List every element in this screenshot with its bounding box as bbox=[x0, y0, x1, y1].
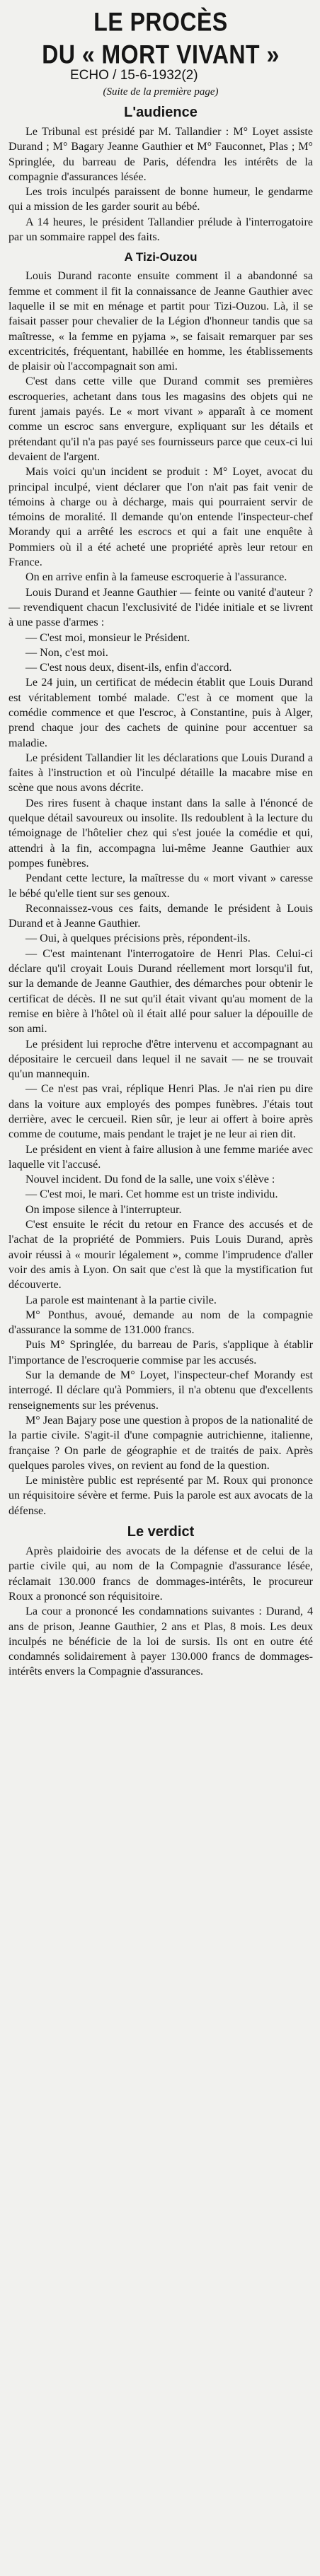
section-heading: A Tizi-Ouzou bbox=[124, 250, 198, 264]
article-paragraph: A 14 heures, le président Tallandier prélude à l'interrogatoire par un sommaire rappel des faits. bbox=[8, 216, 313, 244]
article-paragraph: Le Tribunal est présidé par M. Tallandier : M° Loyet assiste Durand ; M° Bagary Jeanne Gauthier et M° Fauconnet, Plas ; M° Springlée, du barreau de Paris, défendra les intérêts de la compagnie d'assurances lésée. bbox=[8, 126, 313, 183]
article-paragraph: Le président en vient à faire allusion à une femme mariée avec laquelle vit l'accusé. bbox=[8, 1143, 313, 1171]
section-heading: L'audience bbox=[124, 105, 198, 120]
article-paragraph: Mais voici qu'un incident se produit : M° Loyet, avocat du principal inculpé, vient déclarer que l'on n'ait pas fait venir de témoins à charge ou à décharge, mais qui pourraient servir de témoins de moralité. Il demande qu'on entende l'inspecteur-chef Morandy qui a arrêté les escrocs et qui a fait une enquête à Pommiers où il a été acheté une propriété après leur retour en France. bbox=[8, 466, 313, 569]
headline-line-1: LE PROCÈS bbox=[93, 7, 228, 37]
article-paragraph: M° Ponthus, avoué, demande au nom de la compagnie d'assurance la somme de 131.000 francs. bbox=[8, 1309, 313, 1337]
article-paragraph: — C'est maintenant l'interrogatoire de Henri Plas. Celui-ci déclare qu'il croyait Louis Durand réellement mort lorsqu'il fut, sur la demande de Jeanne Gauthier, des démarches pour obtenir le certificat de décès. Il ne sut qu'il était vivant qu'au moment de la remise en bière à l'hôtel où il était allé pour saluer la dépouille de son ami. bbox=[8, 947, 313, 1036]
headline-line-2: DU « MORT VIVANT » bbox=[42, 40, 280, 69]
section-heading: Le verdict bbox=[127, 1524, 195, 1540]
article-paragraph: Le 24 juin, un certificat de médecin établit que Louis Durand est véritablement tombé malade. C'est à ce moment que la comédie commence et que l'escroc, à Constantine, puis à Alger, prend chaque jour des cachets de quinine pour accentuer sa maladie. bbox=[8, 677, 313, 749]
article-paragraph: Le président Tallandier lit les déclarations que Louis Durand a faites à l'instruction et où l'inculpé détaille la macabre mise en scène que nous avons décrite. bbox=[8, 751, 313, 795]
article-paragraph: Nouvel incident. Du fond de la salle, une voix s'élève : bbox=[25, 1173, 275, 1186]
article-paragraph: C'est ensuite le récit du retour en France des accusés et de l'achat de la propriété de Pommiers. Puis Louis Durand, après avoir réussi à « mourir légalement », comme l'imprudence d'aller voir des amis à Lyon. On sait que c'est là que la mystification fut découverte. bbox=[8, 1219, 313, 1292]
article-body bbox=[8, 103, 313, 1680]
article-paragraph: M° Jean Bajary pose une question à propos de la nationalité de la partie civile. S'agit-il d'une compagnie autrichienne, italienne, française ? On parle de géographie et de traités de paix. Après quelques paroles vives, on revient au fond de la question. bbox=[8, 1414, 313, 1472]
article-paragraph: La cour a prononcé les condamnations suivantes : Durand, 4 ans de prison, Jeanne Gauthier, 2 ans et Plas, 8 mois. Les deux inculpés ne bénéficie de la loi de sursis. Ils ont en outre été condamnés solidairement à payer 130.000 francs de dommages-intérêts envers la Compagnie d'assurances. bbox=[8, 1605, 313, 1678]
article-paragraph: Sur la demande de M° Loyet, l'inspecteur-chef Morandy est interrogé. Il déclare qu'à Pommiers, il n'a obtenu que d'excellents renseignements sur les prévenus. bbox=[8, 1369, 313, 1412]
article-paragraph: — Non, c'est moi. bbox=[25, 646, 108, 659]
article-paragraph: Les trois inculpés paraissent de bonne humeur, le gendarme qui a mission de les garder sourit au bébé. bbox=[8, 186, 313, 213]
headline bbox=[8, 6, 313, 71]
article-paragraph: Puis M° Springlée, du barreau de Paris, s'applique à établir l'importance de l'escroquerie commise par les accusés. bbox=[8, 1339, 313, 1366]
article-paragraph: Reconnaissez-vous ces faits, demande le président à Louis Durand et à Jeanne Gauthier. bbox=[8, 902, 313, 930]
article-paragraph: Des rires fusent à chaque instant dans la salle à l'énoncé de quelque détail savoureux ou insolite. Ils redoublent à la lecture du témoignage de l'hôtelier chez qui s'est jouée la comédie et qui, attendri à la fin, accompagna lui-même Jeanne Gauthier aux pompes funèbres. bbox=[8, 797, 313, 870]
article-paragraph: — C'est moi, monsieur le Président. bbox=[25, 631, 190, 644]
article-paragraph: On impose silence à l'interrupteur. bbox=[25, 1203, 182, 1216]
article-paragraph: Le président lui reproche d'être intervenu et accompagnant au dépositaire le cercueil dans lequel il ne savait — ne se trouvait qu'un mannequin. bbox=[8, 1038, 313, 1081]
article-paragraph: Pendant cette lecture, la maîtresse du « mort vivant » caresse le bébé qu'elle tient sur ses genoux. bbox=[8, 872, 313, 900]
article-paragraph: La parole est maintenant à la partie civile. bbox=[25, 1294, 217, 1306]
article-paragraph: — C'est nous deux, disent-ils, enfin d'accord. bbox=[25, 662, 232, 674]
article-paragraph: Le ministère public est représenté par M. Roux qui prononce un réquisitoire sévère et ferme. Puis la parole est aux avocats de la défense. bbox=[8, 1475, 313, 1517]
continuation-note: (Suite de la première page) bbox=[103, 86, 219, 98]
article-paragraph: — Ce n'est pas vrai, réplique Henri Plas. Je n'ai rien pu dire dans la voiture aux employés des pompes funèbres. J'étais tout derrière, avec le cercueil. Rien sûr, je leur ai offert à boire après comme de coutume, mais pendant le trajet je ne leur ai rien dit. bbox=[8, 1083, 313, 1141]
article-paragraph: On en arrive enfin à la fameuse escroquerie à l'assurance. bbox=[25, 571, 287, 584]
article-paragraph: Louis Durand raconte ensuite comment il a abandonné sa femme et comment il fit la connaissance de Jeanne Gauthier avec laquelle il se mit en ménage et partit pour Tizi-Ouzou. Là, il se faisait passer pour chevalier de la Légion d'honneur tandis que sa maîtresse, « la femme en pyjama », se faisait remarquer par ses excentricités, fréquentant, habillée en homme, les établissements de plaisir où l'accompagnait son ami. bbox=[8, 270, 313, 373]
article-paragraph: C'est dans cette ville que Durand commit ses premières escroqueries, achetant dans tous les magasins des objets qui ne furent jamais payés. Le « mort vivant » apparaît à ce moment comme un escroc sans envergure, expliquant sur les détails et prétendant qu'il n'a pas payé ses fournisseurs parce que ceux-ci lui devaient de l'argent. bbox=[8, 375, 313, 463]
article-paragraph: Après plaidoirie des avocats de la défense et de celui de la partie civile qui, au nom de la Compagnie d'assurance lésée, réclamait 130.000 francs de dommages-intérêts, le procureur Roux a prononcé son réquisitoire. bbox=[8, 1545, 313, 1603]
article-paragraph: Louis Durand et Jeanne Gauthier — feinte ou vanité d'auteur ? — revendiquent chacun l'exclusivité de l'idée initiale et se livrent à une passe d'armes : bbox=[8, 586, 313, 629]
archive-stamp: ECHO / 15-6-1932(2) bbox=[70, 68, 198, 83]
article-paragraph: — Oui, à quelques précisions près, répondent-ils. bbox=[25, 932, 251, 945]
article-paragraph: — C'est moi, le mari. Cet homme est un triste individu. bbox=[25, 1188, 278, 1201]
